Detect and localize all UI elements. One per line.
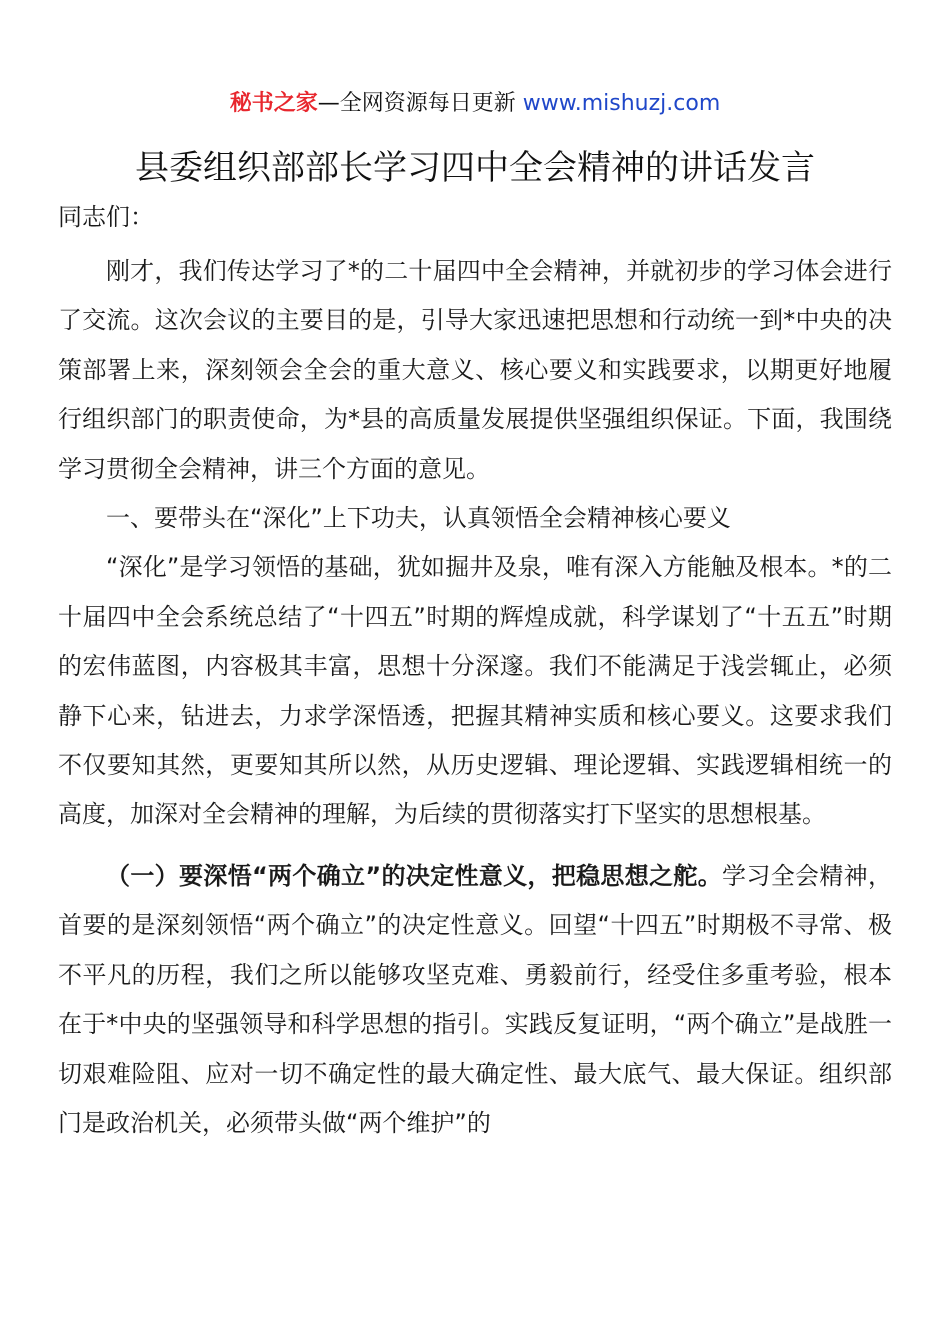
paragraph-intro: 刚才，我们传达学习了*的二十届四中全会精神，并就初步的学习体会进行了交流。这次会议的主要目的是，引导大家迅速把思想和行动统一到*中央的决策部署上来，深刻领会全会的重大意义、核心要义和实践要求，以期更好地履行组织部门的职责使命，为*县的高质量发展提供坚强组织保证。下面，我围绕学习贯彻全会精神，讲三个方面的意见。 xyxy=(58,257,892,483)
salutation: 同志们： xyxy=(58,203,154,231)
site-tagline: —全网资源每日更新 xyxy=(317,91,523,116)
subheading-1: （一）要深悟“两个确立”的决定性意义，把稳思想之舵。 xyxy=(106,861,723,890)
site-brand: 秘书之家 xyxy=(229,91,318,116)
document-body xyxy=(58,247,892,1148)
paragraph-two-establishments xyxy=(58,852,892,1148)
section-heading-1: 一、要带头在“深化”上下功夫，认真领悟全会精神核心要义 xyxy=(106,504,731,533)
paragraph-deepen: “深化”是学习领悟的基础，犹如掘井及泉，唯有深入方能触及根本。*的二十届四中全会系统总结了“十四五”时期的辉煌成就，科学谋划了“十五五”时期的宏伟蓝图，内容极其丰富，思想十分深邃。我们不能满足于浅尝辄止，必须静下心来，钻进去，力求学深悟透，把握其精神实质和核心要义。这要求我们不仅要知其然，更要知其所以然，从历史逻辑、理论逻辑、实践逻辑相统一的高度，加深对全会精神的理解，为后续的贯彻落实打下坚实的思想根基。 xyxy=(58,553,892,829)
site-url-link[interactable]: www.mishuzj.com xyxy=(522,91,721,116)
site-header xyxy=(0,86,950,122)
document-title: 县委组织部部长学习四中全会精神的讲话发言 xyxy=(135,148,815,188)
paragraph-two-establishments-text: 学习全会精神，首要的是深刻领悟“两个确立”的决定性意义。回望“十四五”时期极不寻常、极不平凡的历程，我们之所以能够攻坚克难、勇毅前行，经受住多重考验，根本在于*中央的坚强领导和科学思想的指引。实践反复证明，“两个确立”是战胜一切艰难险阻、应对一切不确定性的最大确定性、最大底气、最大保证。组织部门是政治机关，必须带头做“两个维护”的 xyxy=(58,861,893,1137)
